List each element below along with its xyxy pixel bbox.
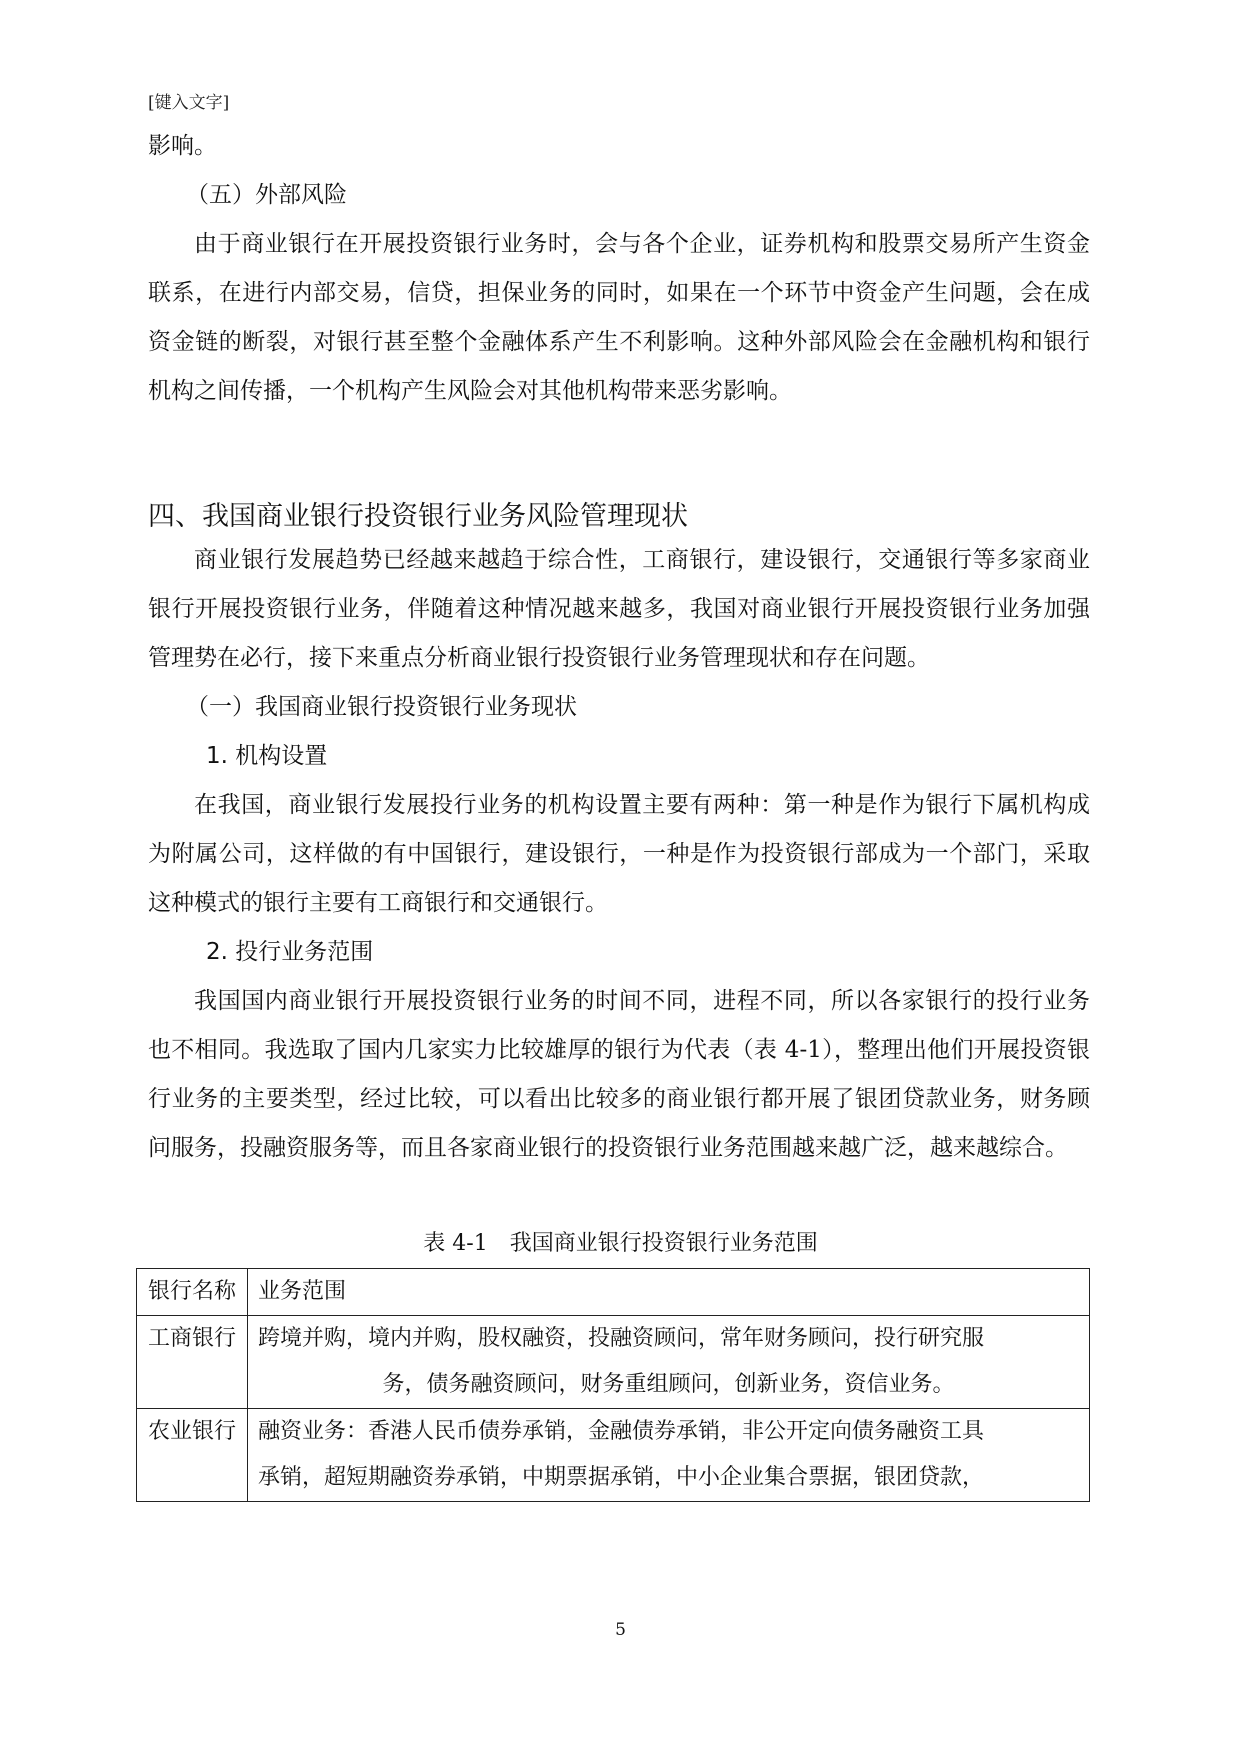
scope-line: 跨境并购，境内并购，股权融资，投融资顾问，常年财务顾问，投行研究服 <box>258 1326 985 1351</box>
table-row <box>137 1316 1090 1409</box>
paragraph-intro: 商业银行发展趋势已经越来越趋于综合性，工商银行，建设银行，交通银行等多家商业银行开展投资银行业务，伴随着这种情况越来越多，我国对商业银行开展投资银行业务加强管理势在必行，接下来重点分析商业银行投资银行业务管理现状和存在问题。 <box>148 547 1090 671</box>
scope-cell <box>248 1409 1090 1502</box>
paragraph-org: 在我国，商业银行发展投行业务的机构设置主要有两种：第一种是作为银行下属机构成为附属公司，这样做的有中国银行，建设银行，一种是作为投资银行部成为一个部门，采取这种模式的银行主要有工商银行和交通银行。 <box>148 792 1090 916</box>
bank-name-cell: 工商银行 <box>137 1316 248 1409</box>
scope-line: 承销，超短期融资券承销，中期票据承销，中小企业集合票据，银团贷款， <box>258 1465 985 1490</box>
table-header-row <box>137 1269 1090 1316</box>
section-title: 四、我国商业银行投资银行业务风险管理现状 <box>148 501 688 532</box>
scope-line: 务，债务融资顾问，财务重组顾问，创新业务，资信业务。 <box>382 1372 955 1397</box>
bank-name-cell: 农业银行 <box>137 1409 248 1502</box>
section-4-body <box>148 536 1090 1173</box>
paragraph-scope: 我国国内商业银行开展投资银行业务的时间不同，进程不同，所以各家银行的投行业务也不相同。我选取了国内几家实力比较雄厚的银行为代表（表 4-1），整理出他们开展投资银行业务的主要类型，经过比较，可以看出比较多的商业银行都开展了银团贷款业务，财务顾问服务，投融资服务等，而且各家商业银行的投资银行业务范围越来越广泛，越来越综合。 <box>148 988 1090 1161</box>
scope-cell <box>248 1316 1090 1409</box>
item-heading-scope: 2. 投行业务范围 <box>206 939 374 965</box>
scope-table <box>136 1268 1090 1502</box>
table-row <box>137 1409 1090 1502</box>
paragraph-external-risk: 由于商业银行在开展投资银行业务时，会与各个企业，证券机构和股票交易所产生资金联系，在进行内部交易，信贷，担保业务的同时，如果在一个环节中资金产生问题，会在成资金链的断裂，对银行甚至整个金融体系产生不利影响。这种外部风险会在金融机构和银行机构之间传播，一个机构产生风险会对其他机构带来恶劣影响。 <box>148 231 1090 404</box>
subheading-current-status: （一）我国商业银行投资银行业务现状 <box>186 694 577 720</box>
item-heading-org: 1. 机构设置 <box>206 743 328 769</box>
table-caption: 表 4-1 我国商业银行投资银行业务范围 <box>423 1231 818 1256</box>
header-business-scope: 业务范围 <box>248 1269 1090 1316</box>
scope-line: 融资业务：香港人民币债券承销，金融债券承销，非公开定向债务融资工具 <box>258 1419 985 1444</box>
section-top <box>148 122 1090 416</box>
page-number: 5 <box>615 1620 626 1640</box>
carry-over-line: 影响。 <box>148 133 217 159</box>
header-bank-name: 银行名称 <box>137 1269 248 1316</box>
heading-external-risk: （五）外部风险 <box>186 182 347 208</box>
page-header: [键入文字] <box>148 93 230 113</box>
